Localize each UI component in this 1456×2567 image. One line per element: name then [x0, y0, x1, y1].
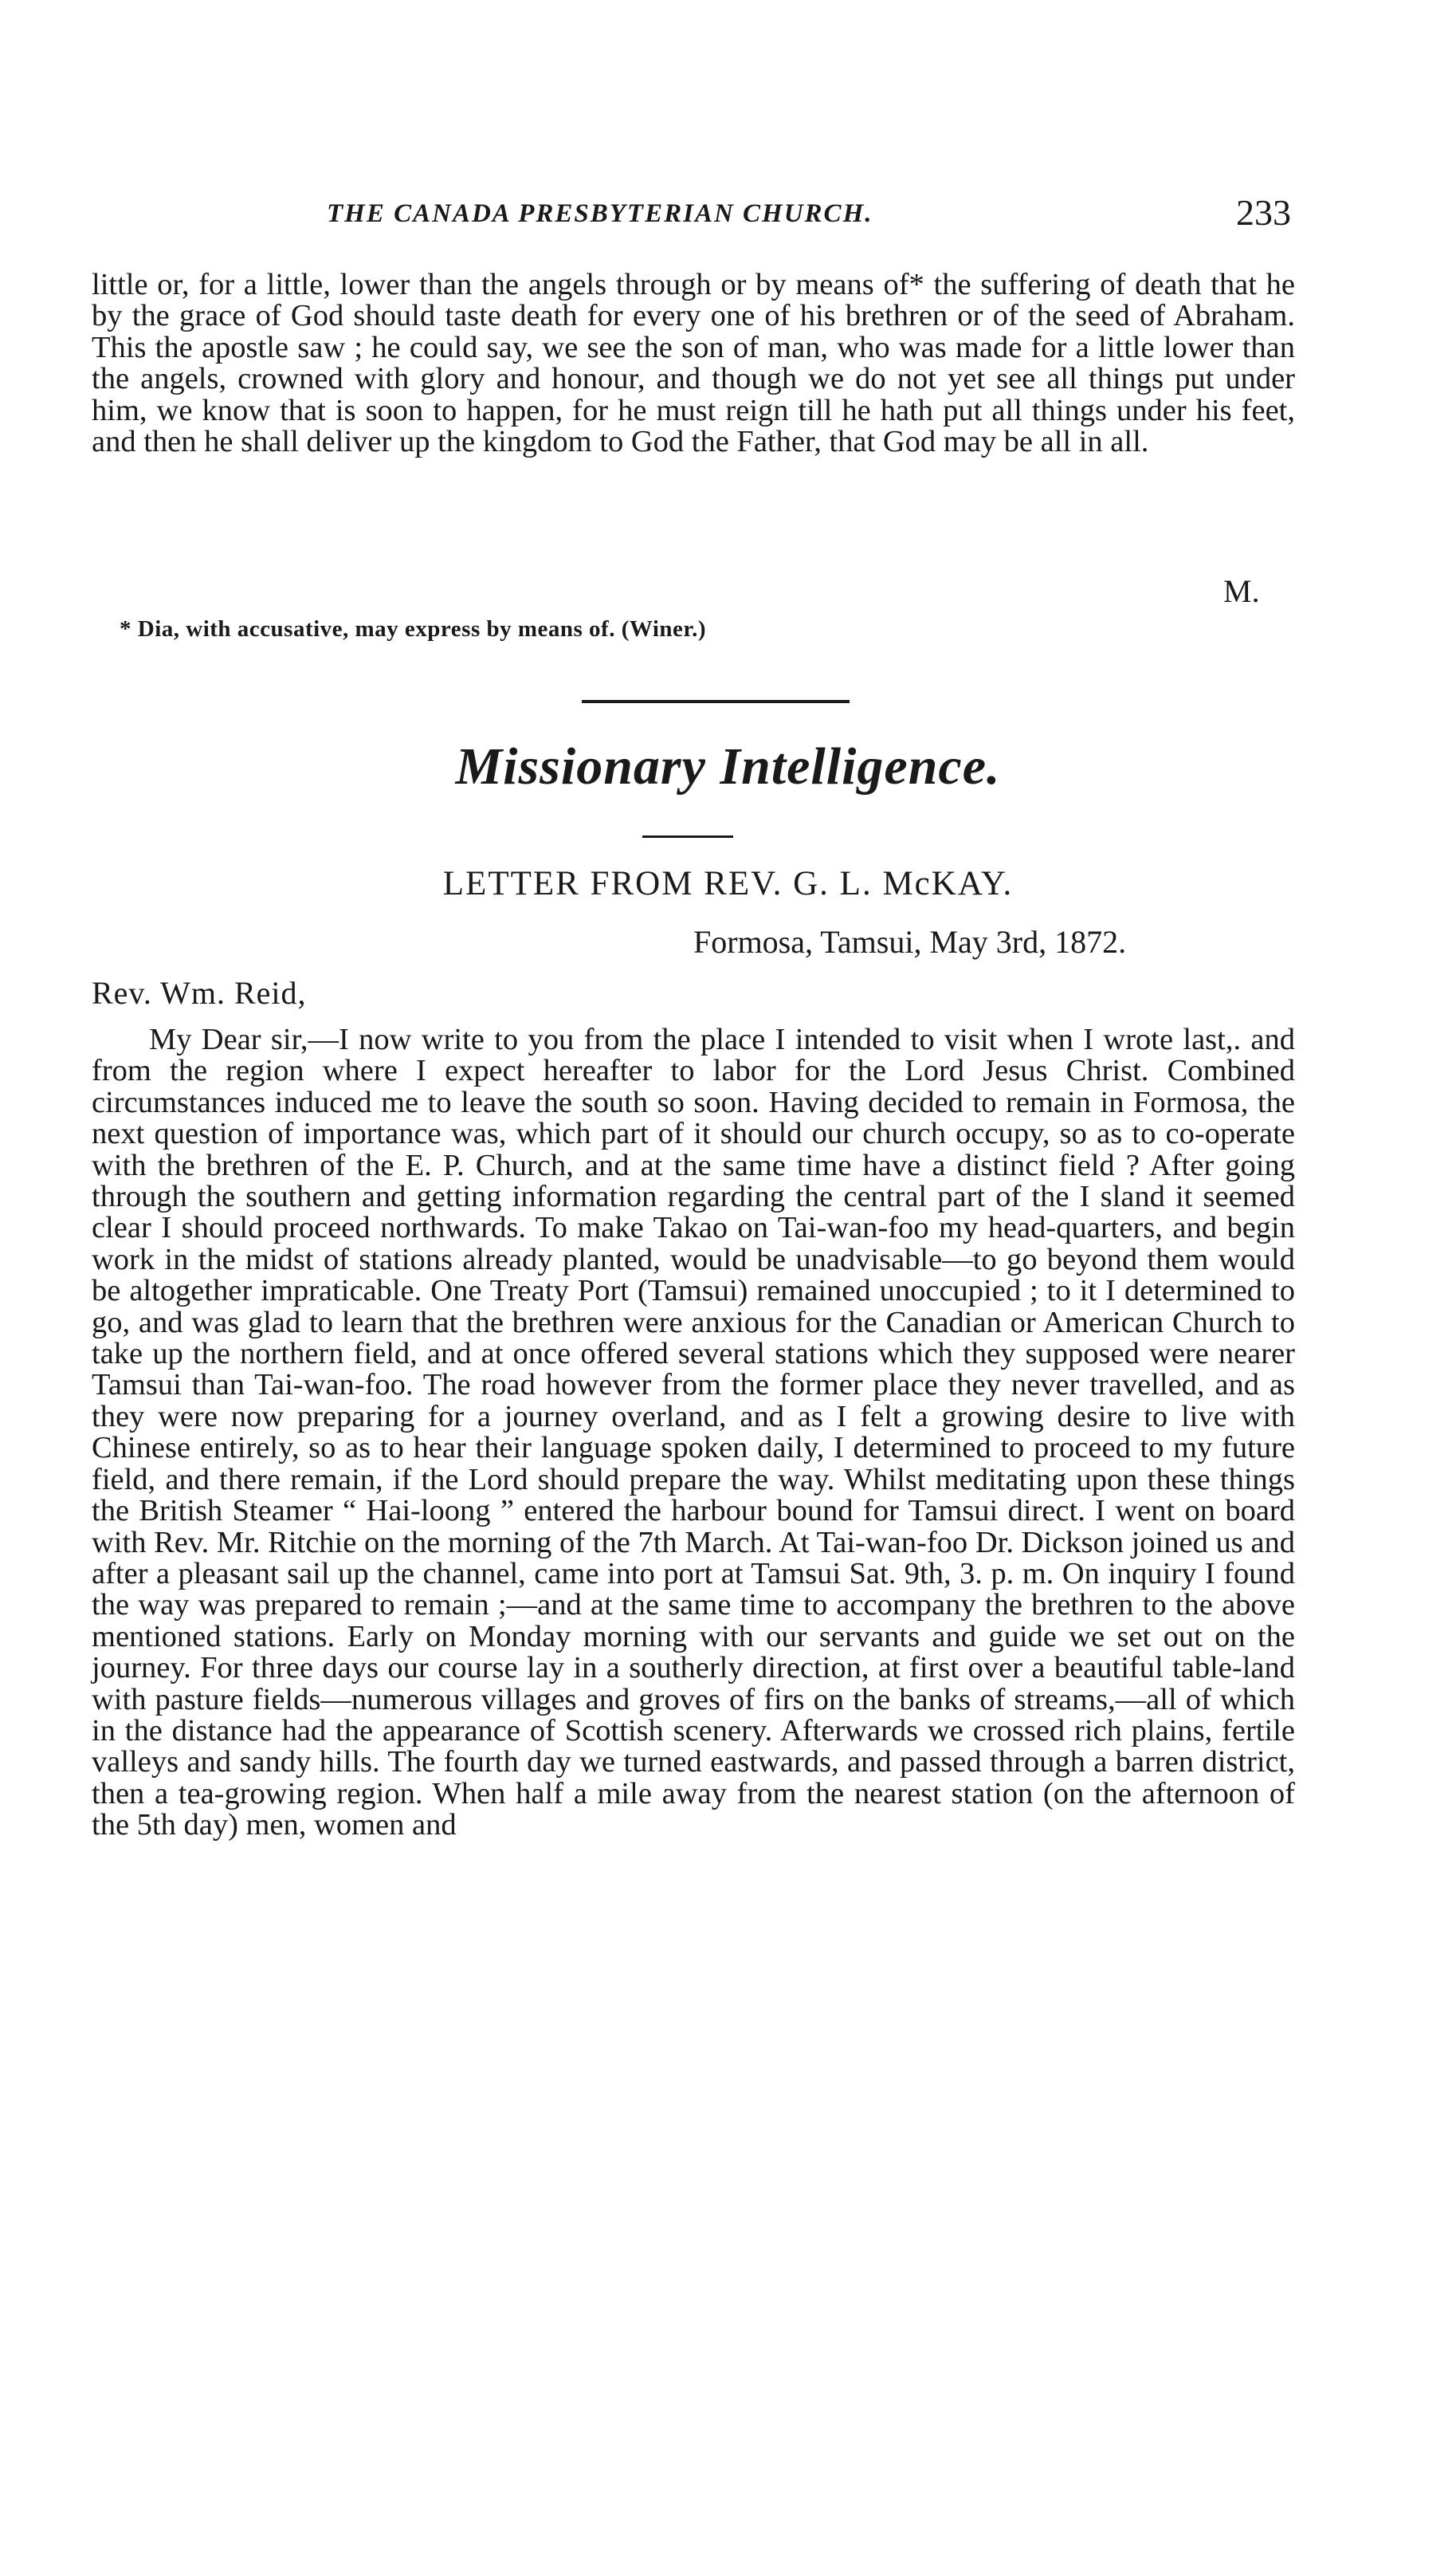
intro-paragraph: little or, for a little, lower than the angels through or by means of* the suffering of death that he by the grace of God should taste death for every one of his brethren or of the seed of Abraham. This the apostle saw ; he could say, we see the son of man, who was made for a little lower than the angels, crowned with glory and honour, and though we do not yet see all things put under him, we know that is soon to happen, for he must reign till he hath put all things under his feet, and then he shall deliver up the kingdom to God the Father, that God may be all in all. — [92, 268, 1295, 459]
letter-dateline: Formosa, Tamsui, May 3rd, 1872. — [693, 924, 1127, 960]
page-header — [327, 191, 1291, 247]
title-divider — [642, 835, 733, 838]
letter-body-block — [92, 1024, 1295, 1842]
signature: M. — [1223, 573, 1260, 609]
letter-title: LETTER FROM REV. G. L. McKAY. — [442, 865, 1014, 902]
running-title: THE CANADA PRESBYTERIAN CHURCH. — [327, 199, 873, 228]
letter-paragraph: My Dear sir,—I now write to you from the place I intended to visit when I wrote last,. and from the region where I expect hereafter to labor for the Lord Jesus Christ. Combined circumstances induced me to leave the south so soon. Having decided to remain in Formosa, the next question of importance was, which part of it should our church occupy, so as to co-operate with the brethren of the E. P. Church, and at the same time have a distinct field ? After going through the southern and getting information regarding the central part of the I sland it seemed clear I should proceed northwards. To make Takao on Tai-wan-foo my head-quarters, and begin work in the midst of stations already planted, would be unadvisable—to go beyond them would be altogether impraticable. One Treaty Port (Tamsui) remained unoccupied ; to it I determined to go, and was glad to learn that the brethren were anxious for the Canadian or American Church to take up the northern field, and at once offered several stations which they supposed were nearer Tamsui than Tai-wan-foo. The road however from the former place they never travelled, and as they were now preparing for a journey overland, and as I felt a growing desire to live with Chinese entirely, so as to hear their language spoken daily, I determined to proceed to my future field, and there remain, if the Lord should prepare the way. Whilst meditating upon these things the British Steamer “ Hai-loong ” entered the harbour bound for Tamsui direct. I went on board with Rev. Mr. Ritchie on the morning of the 7th March. At Tai-wan-foo Dr. Dickson joined us and after a pleasant sail up the channel, came into port at Tamsui Sat. 9th, 3. p. m. On inquiry I found the way was prepared to remain ;—and at the same time to accompany the brethren to the above mentioned stations. Early on Monday morning with our servants and guide we set out on the journey. For three days our course lay in a southerly direction, at first over a beautiful table-land with pasture fields—numerous villages and groves of firs on the banks of streams,—all of which in the distance had the appearance of Scottish scenery. Afterwards we crossed rich plains, fertile valleys and sandy hills. The fourth day we turned eastwards, and passed through a barren district, then a tea-growing region. When half a mile away from the nearest station (on the afternoon of the 5th day) men, women and — [92, 1023, 1295, 1842]
intro-paragraph-block — [92, 269, 1295, 458]
letter-salutation: Rev. Wm. Reid, — [92, 975, 307, 1011]
section-title: Missionary Intelligence. — [455, 737, 1001, 796]
section-divider — [582, 700, 850, 703]
footnote: * Dia, with accusative, may express by means of. (Winer.) — [120, 616, 707, 642]
page-number: 233 — [1236, 192, 1291, 233]
